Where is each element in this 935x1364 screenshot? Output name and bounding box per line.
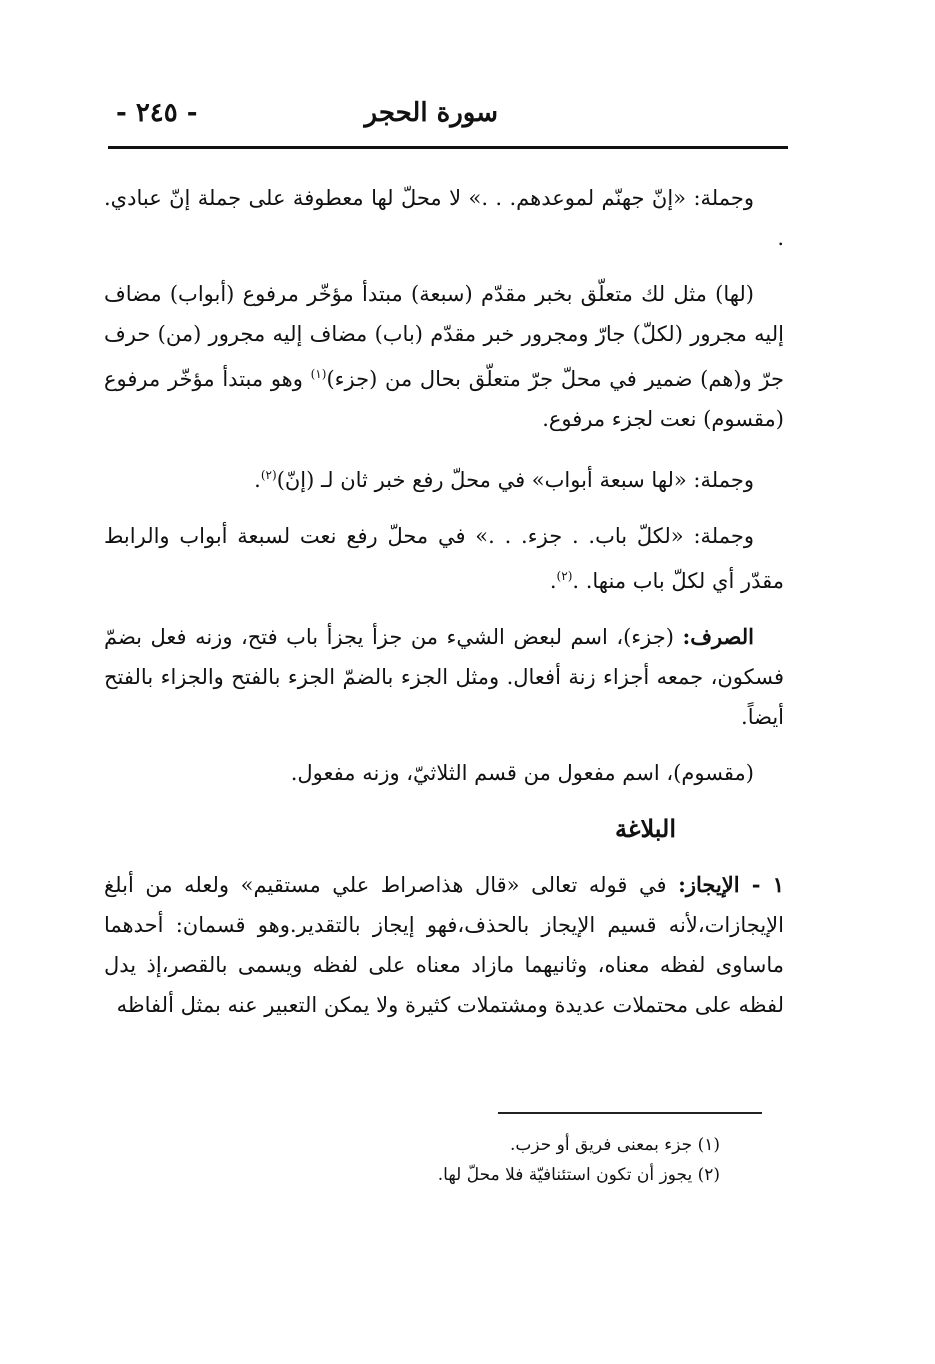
paragraph-6: (مقسوم)، اسم مفعول من قسم الثلاثيّ، وزنه مفعول.: [290, 761, 754, 785]
paragraph-3-text-b: .: [254, 468, 261, 492]
footnote-1: (١) جزء بمعنى فريق أو حزب.: [509, 1135, 720, 1155]
paragraph-5-text: (جزء)، اسم لبعض الشيء من جزأ يجزأ باب فتح، وزنه فعل بضمّ فسكون، جمعه أجزاء زنة أفعال. ومثل الجزء بالضمّ الجزء بالفتح والجزاء بالفتح أيضاً.: [104, 625, 784, 729]
paragraph-5: [104, 617, 784, 737]
paragraph-7: [104, 865, 784, 1025]
footnote-ref-2[interactable]: (٢): [260, 468, 277, 482]
footnote-2: (٢) يجوز أن تكون استئنافيّة فلا محلّ لها.: [437, 1165, 720, 1185]
paragraph-2-text-b: وهو مبتدأ مؤخّر مرفوع (مقسوم) نعت لجزء مرفوع.: [104, 367, 784, 431]
paragraph-1: وجملة: «إنّ جهنّم لموعدهم. . .» لا محلّ لها معطوفة على جملة إنّ عبادي. .: [104, 186, 784, 250]
page-number: - ٢٤٥ -: [116, 98, 198, 128]
footnote-ref-2b[interactable]: (٢): [556, 569, 573, 583]
page-body: [104, 178, 784, 1041]
paragraph-7-text: في قوله تعالى «قال هذاصراط علي مستقيم» ولعله من أبلغ الإيجازات،لأنه قسيم الإيجاز بالحذف،فهو إيجاز بالتقدير.وهو قسمان: أحدهما ماساوى لفظه معناه، وثانيهما مازاد معناه على لفظه ويسمى بالقصر،إذ يدل لفظه على محتملات عديدة ومشتملات كثيرة ولا يمكن التعبير عنه بمثل ألفاظه: [104, 873, 784, 1017]
paragraph-2-text-a: (لها) مثل لك متعلّق بخبر مقدّم (سبعة) مبتدأ مؤخّر مرفوع (أبواب) مضاف إليه مجرور (لكلّ) جارّ ومجرور خبر مقدّم (باب) مضاف إليه مجرور (من) حرف جرّ و(هم) ضمير في محلّ جرّ متعلّق بحال من (جزء): [104, 282, 784, 391]
rhetoric-heading: البلاغة: [615, 814, 676, 843]
footnote-divider: [498, 1112, 762, 1114]
paragraph-4-text-b: .: [549, 569, 557, 593]
page-header: [108, 96, 788, 146]
paragraph-4-text-a: وجملة: «لكلّ باب. . جزء. . .» في محلّ رفع نعت لسبعة أبواب والرابط مقدّر أي لكلّ باب منها. .: [104, 524, 784, 593]
paragraph-4: [104, 516, 784, 601]
brevity-label: ١ - الإيجاز:: [678, 872, 784, 897]
paragraph-3-text-a: وجملة: «لها سبعة أبواب» في محلّ رفع خبر ثان لـ (إنّ): [276, 468, 754, 492]
surah-title: سورة الحجر: [364, 98, 498, 128]
header-divider: [108, 146, 788, 149]
footnote-ref-1[interactable]: (١): [310, 367, 327, 381]
paragraph-2: [104, 274, 784, 439]
footnotes: [300, 1130, 720, 1190]
paragraph-3: [104, 455, 784, 500]
morphology-label: الصرف:: [682, 624, 754, 649]
